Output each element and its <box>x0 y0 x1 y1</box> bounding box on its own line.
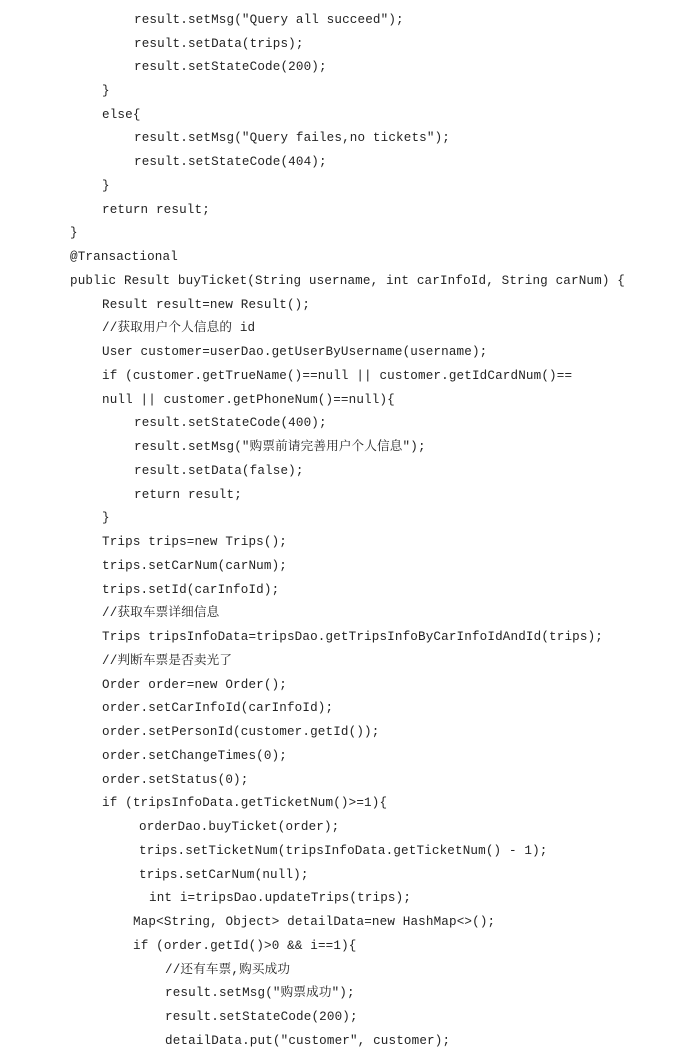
code-line: result.setData(trips); <box>134 37 304 51</box>
code-line: public Result buyTicket(String username, int carInfoId, String carNum) { <box>70 274 625 288</box>
code-line: order.setCarInfoId(carInfoId); <box>102 701 334 715</box>
code-line: Trips tripsInfoData=tripsDao.getTripsInfoByCarInfoIdAndId(trips); <box>102 630 603 644</box>
code-line: trips.setCarNum(carNum); <box>102 559 287 573</box>
code-line: null || customer.getPhoneNum()==null){ <box>102 393 395 407</box>
code-line: detailData.put("customer", customer); <box>165 1034 451 1048</box>
code-line: User customer=userDao.getUserByUsername(username); <box>102 345 488 359</box>
code-line: result.setMsg("Query all succeed"); <box>134 13 404 27</box>
code-line: result.setMsg("Query failes,no tickets"); <box>134 131 451 145</box>
code-comment: //获取车票详细信息 <box>102 606 220 620</box>
code-line: orderDao.buyTicket(order); <box>139 820 340 834</box>
code-line: result.setStateCode(404); <box>134 155 327 169</box>
code-comment: //判断车票是否卖光了 <box>102 654 233 668</box>
code-line: else{ <box>102 108 141 122</box>
code-line: result.setStateCode(200); <box>165 1010 358 1024</box>
code-line: order.setPersonId(customer.getId()); <box>102 725 380 739</box>
code-line: if (tripsInfoData.getTicketNum()>=1){ <box>102 796 388 810</box>
code-comment: //还有车票,购买成功 <box>165 963 291 977</box>
code-line: order.setStatus(0); <box>102 773 249 787</box>
code-line: result.setMsg("购票成功"); <box>165 986 355 1000</box>
code-line: result.setStateCode(400); <box>134 416 327 430</box>
code-line: Result result=new Result(); <box>102 298 311 312</box>
code-line: result.setData(false); <box>134 464 304 478</box>
code-comment: //获取用户个人信息的 id <box>102 321 256 335</box>
code-line: trips.setTicketNum(tripsInfoData.getTicketNum() - 1); <box>139 844 548 858</box>
code-line: trips.setCarNum(null); <box>139 868 309 882</box>
code-line: } <box>102 84 110 98</box>
code-line: } <box>102 511 110 525</box>
code-line: order.setChangeTimes(0); <box>102 749 287 763</box>
code-line: } <box>70 226 78 240</box>
code-line: } <box>102 179 110 193</box>
code-line: int i=tripsDao.updateTrips(trips); <box>149 891 412 905</box>
code-line: return result; <box>102 203 210 217</box>
code-line: if (order.getId()>0 && i==1){ <box>133 939 357 953</box>
code-line: if (customer.getTrueName()==null || customer.getIdCardNum()== <box>102 369 573 383</box>
code-line: trips.setId(carInfoId); <box>102 583 280 597</box>
code-line: Map<String, Object> detailData=new HashMap<>(); <box>133 915 496 929</box>
code-line: Order order=new Order(); <box>102 678 287 692</box>
code-line: result.setStateCode(200); <box>134 60 327 74</box>
code-line: @Transactional <box>70 250 178 264</box>
code-line: Trips trips=new Trips(); <box>102 535 287 549</box>
code-line: result.setMsg("购票前请完善用户个人信息"); <box>134 440 426 454</box>
code-line: return result; <box>134 488 242 502</box>
